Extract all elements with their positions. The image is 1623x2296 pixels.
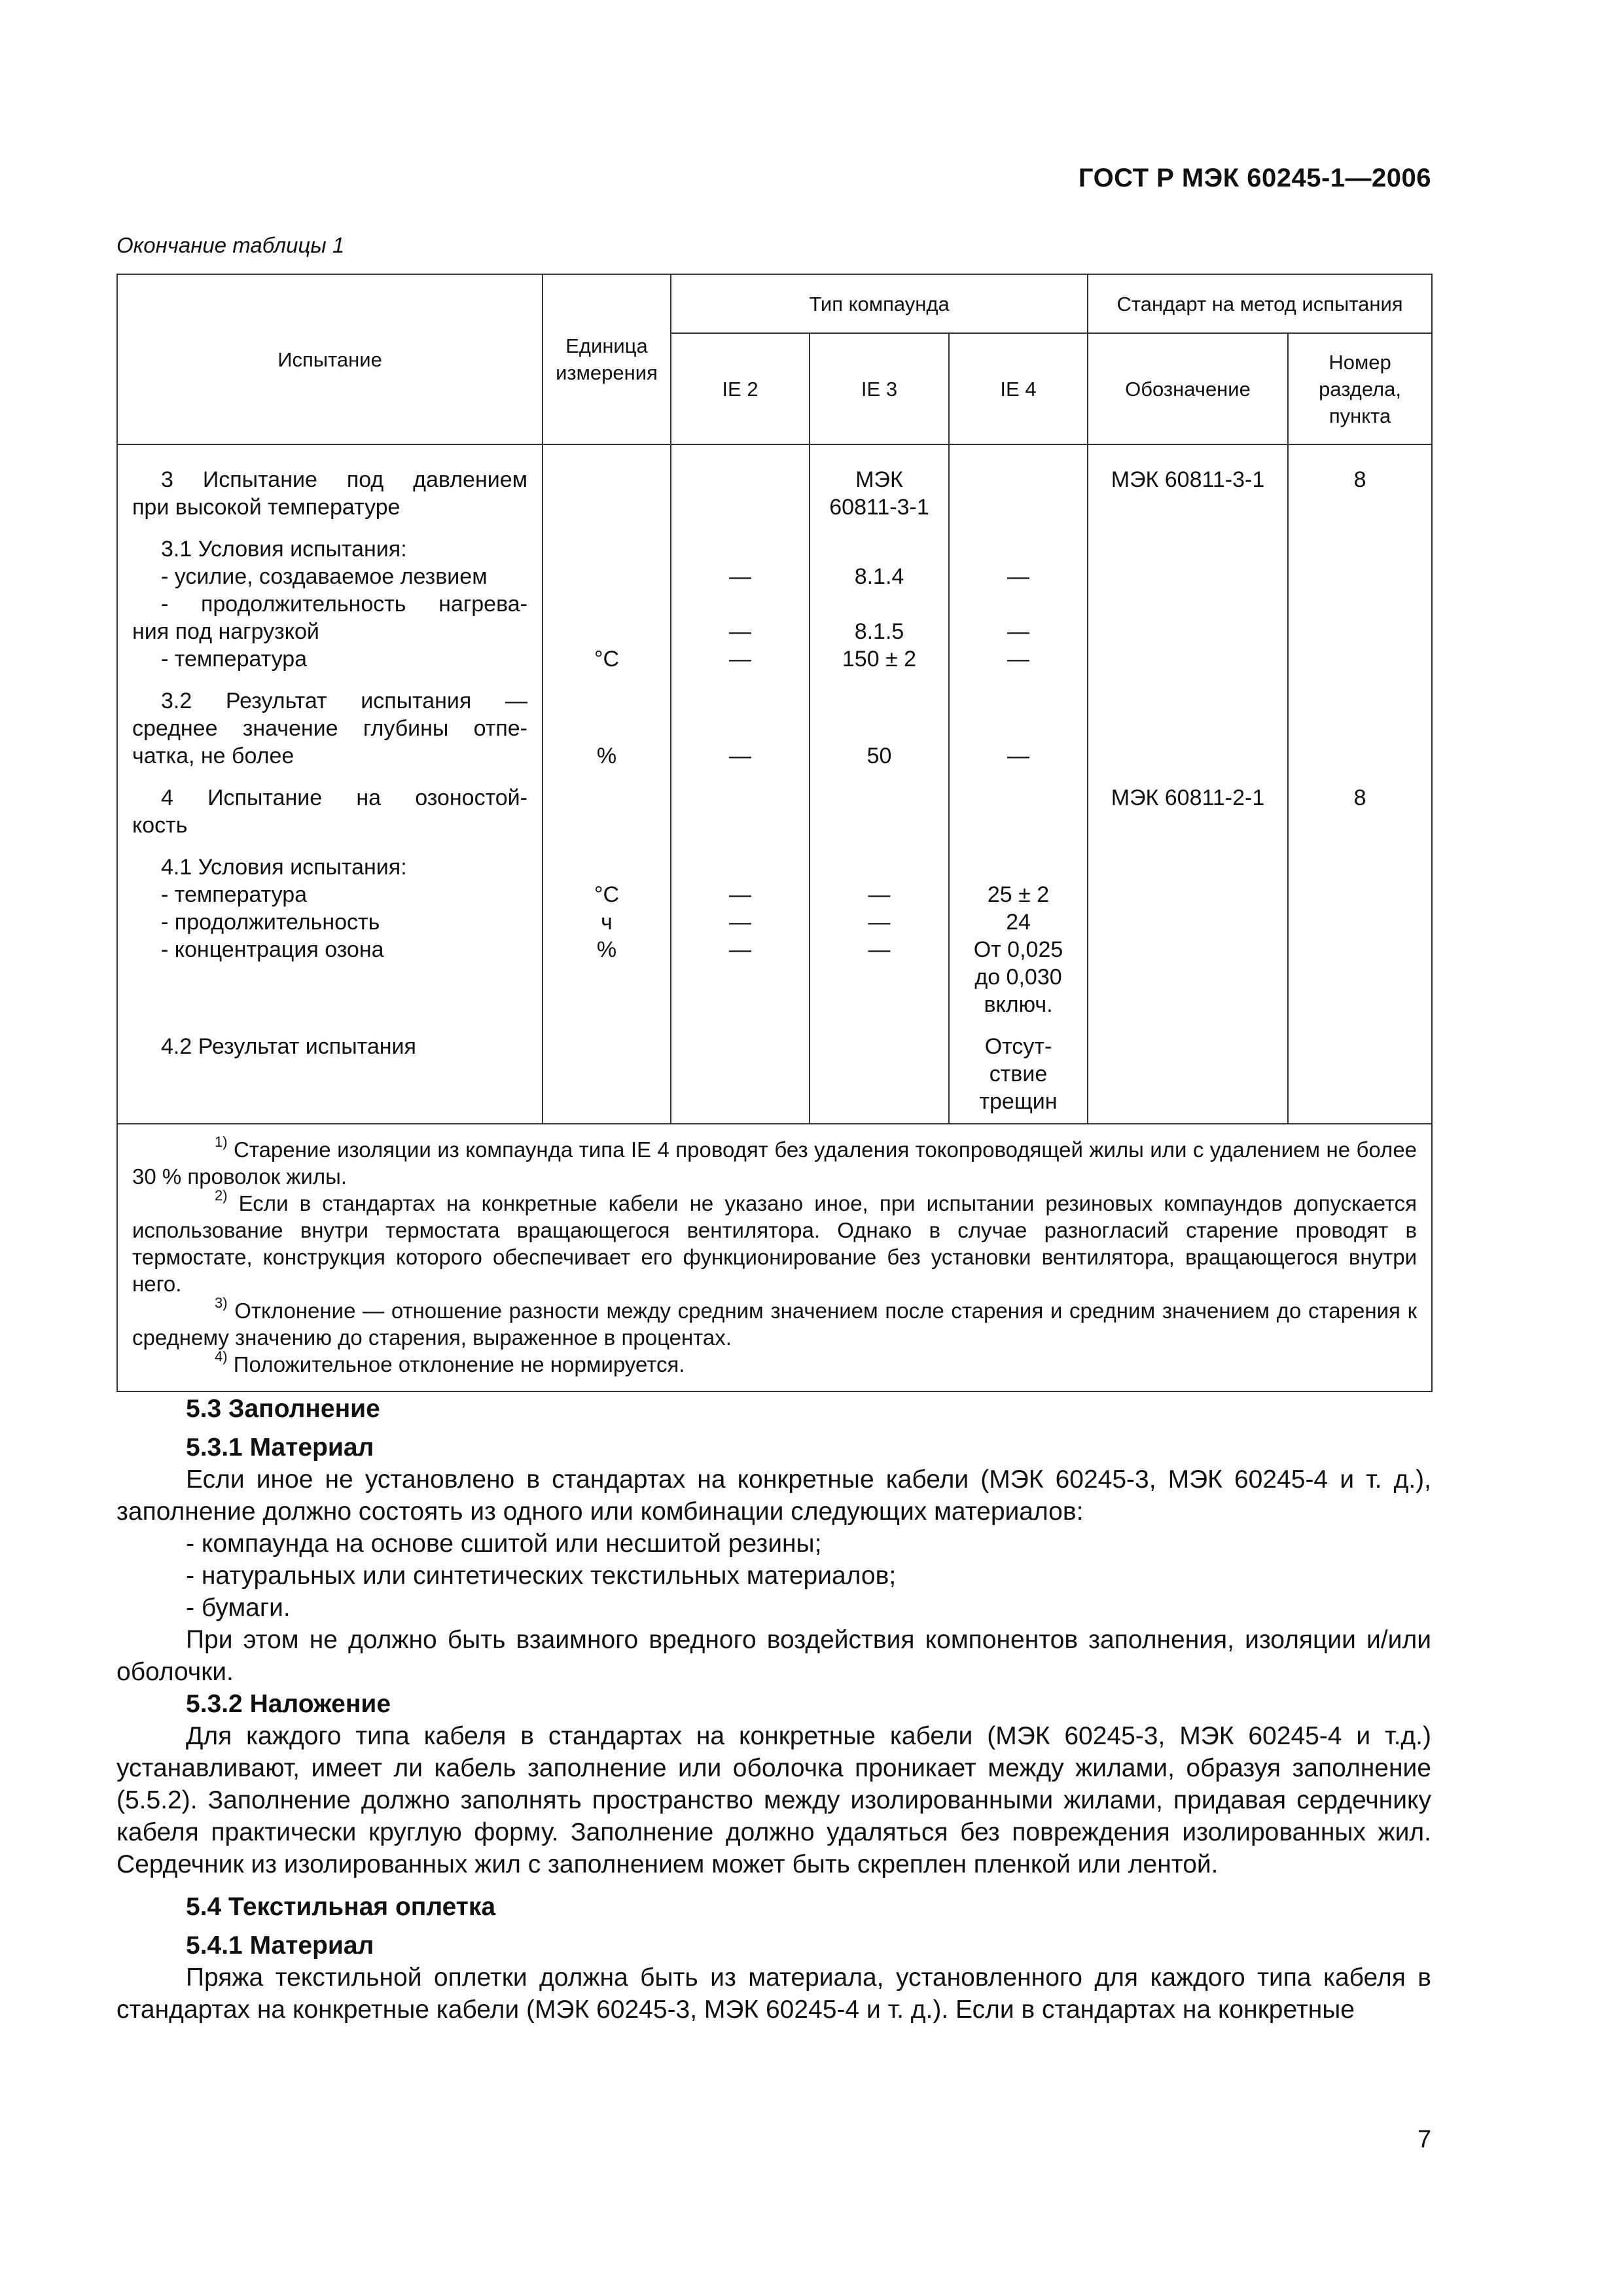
designation-cell: МЭК 60811-2-1 [1111,785,1265,810]
page-number: 7 [1417,2126,1431,2153]
header-ie3: IE 3 [810,333,949,444]
section-heading: 5.4 Текстильная оплетка [186,1893,496,1921]
paragraph: При этом не должно быть взаимного вредного воздействия компонентов заполнения, изоляции и/или оболочки. [116,1626,1431,1686]
ie4-cell: трещин [979,1089,1058,1114]
header-compound-type: Тип компаунда [671,274,1088,333]
paragraph: Если иное не установлено в стандартах на конкретные кабели (МЭК 60245-3, МЭК 60245-4 и т. д.), заполнение должно состоять из одного или комбинации следующих материалов: [116,1465,1431,1526]
header-ie4: IE 4 [949,333,1088,444]
row-4-text-cont: кость [132,813,188,838]
ie4-cell: ствие [989,1062,1048,1086]
row-3-1-item: - температура [161,647,308,672]
row-4-text: 4 Испытание на озоностой- [161,785,527,810]
unit-cell: % [596,937,617,962]
row-3-2-text-cont: среднее значение глубины отпе- [132,716,527,741]
ie4-cell: Отсут- [984,1034,1052,1059]
ie2-cell: — [729,910,751,935]
header-section-number: Номер раздела, пункта [1288,333,1432,444]
header-designation: Обозначение [1088,333,1288,444]
ie3-cell: 8.1.5 [854,619,904,644]
designation-cell: МЭК 60811-3-1 [1111,467,1265,492]
header-test: Испытание [117,274,543,444]
ie4-cell: — [1007,564,1029,589]
header-test-method-standard: Стандарт на метод испытания [1088,274,1432,333]
footnote-2 [132,1187,1418,1297]
ie4-cell: — [1007,647,1029,672]
section-heading: 5.3 Заполнение [186,1395,380,1423]
ie4-cell: От 0,025 [973,937,1063,962]
header-ie2: IE 2 [671,333,810,444]
footnote-text: Положительное отклонение не нормируется. [233,1352,685,1376]
table-caption: Окончание таблицы 1 [116,233,345,257]
list-item: - компаунда на основе сшитой или несшитой резины; [186,1530,822,1558]
ie3-cell: МЭК [855,467,903,492]
footnote-4 [132,1348,1417,1378]
ie3-cell: 150 ± 2 [842,647,917,672]
row-4-2-title: 4.2 Результат испытания [161,1034,416,1059]
row-3-1-item: - усилие, создаваемое лезвием [161,564,488,589]
subsection-heading: 5.4.1 Материал [186,1931,374,1960]
footnote-mark: 3) [215,1295,228,1311]
standard-code: ГОСТ Р МЭК 60245-1—2006 [1078,164,1431,192]
footnote-text: Старение изоляции из компаунда типа IE 4 проводят без удаления токопроводящей жилы или с удалением не более 30 % проволок жилы. [132,1138,1418,1189]
ie2-cell: — [729,937,751,962]
unit-cell: °C [594,647,620,672]
row-4-1-item: - концентрация озона [161,937,384,962]
row-3-1-item: - продолжительность нагрева- [161,592,527,617]
table-footnotes [117,1124,1432,1391]
ie4-cell: 25 ± 2 [987,882,1050,907]
ie2-cell: — [729,647,751,672]
paragraph: Пряжа текстильной оплетки должна быть из материала, установленного для каждого типа кабеля в стандартах на конкретные кабели (МЭК 60245-3, МЭК 60245-4 и т. д.). Если в стандартах на конкретные [116,1964,1431,2024]
body-text [116,1393,1431,2026]
test-column [117,444,543,1124]
unit-column [543,444,671,1124]
row-4-1-title: 4.1 Условия испытания: [161,855,407,880]
row-3-1-title: 3.1 Условия испытания: [161,537,407,562]
ie2-cell: — [729,564,751,589]
header-unit: Единица измерения [543,274,671,444]
footnote-text: Отклонение — отношение разности между средним значением после старения и средним значением до старения к среднему значению до старения, выраженное в процентах. [132,1299,1418,1350]
row-4-1-item: - продолжительность [161,910,380,935]
test-table [116,274,1433,1392]
row-3-text-cont: при высокой температуре [132,495,401,520]
footnote-1 [132,1136,1417,1190]
ie4-cell: 24 [1006,910,1031,935]
unit-cell: ч [601,910,613,935]
footnote-mark: 1) [215,1134,228,1150]
ie3-cell: — [868,882,891,907]
subsection-heading: 5.3.2 Наложение [186,1690,391,1718]
footnote-text: Если в стандартах на конкретные кабели не указано иное, при испытании резиновых компаундов допускается использование внутри термостата вращающегося вентилятора. Однако в случае разногласий старение проводят в термостате, конструкция которого обеспечивает его функционирование без установки вентилятора, вращающегося внутри него. [132,1191,1418,1296]
row-3-1-item-cont: ния под нагрузкой [132,619,319,644]
ie4-cell: — [1007,619,1029,644]
ie2-cell: — [729,882,751,907]
section-cell: 8 [1353,467,1366,492]
ie2-cell: — [729,744,751,768]
ie2-column [671,444,810,1124]
ie3-cell: — [868,937,891,962]
ie4-cell: — [1007,744,1029,768]
ie3-cell: 60811-3-1 [829,495,929,520]
ie3-column [810,444,949,1124]
footnote-3 [132,1297,1417,1351]
row-3-text: 3 Испытание под давлением [161,467,527,492]
ie3-cell: 50 [866,744,892,768]
row-3-2-text-cont: чатка, не более [132,744,294,768]
row-4-1-item: - температура [161,882,308,907]
unit-cell: °C [594,882,620,907]
table-row [117,444,1432,1124]
ie4-column [949,444,1088,1124]
footnote-mark: 2) [215,1187,228,1204]
ie2-cell: — [729,619,751,644]
subsection-heading: 5.3.1 Материал [186,1433,374,1462]
designation-column [1088,444,1288,1124]
section-column [1288,444,1432,1124]
footnote-mark: 4) [215,1348,228,1365]
list-item: - натуральных или синтетических текстильных материалов; [186,1562,897,1590]
ie3-cell: — [868,910,891,935]
section-cell: 8 [1353,785,1366,810]
ie3-cell: 8.1.4 [854,564,904,589]
ie4-cell: включ. [984,992,1053,1017]
unit-cell: % [596,744,617,768]
ie4-cell: до 0,030 [974,965,1062,990]
row-3-2-text: 3.2 Результат испытания — [161,689,527,713]
paragraph: Для каждого типа кабеля в стандартах на конкретные кабели (МЭК 60245-3, МЭК 60245-4 и т.д.) устанавливают, имеет ли кабель заполнение или оболочка проникает между жилами, образуя заполнение (5.5.2). Заполнение должно заполнять пространство между изолированными жилами, придавая сердечнику кабеля практически круглую форму. Заполнение должно удаляться без повреждения изолированных жил. Сердечник из изолированных жил с заполнением может быть скреплен пленкой или лентой. [116,1722,1431,1878]
list-item: - бумаги. [186,1594,291,1622]
